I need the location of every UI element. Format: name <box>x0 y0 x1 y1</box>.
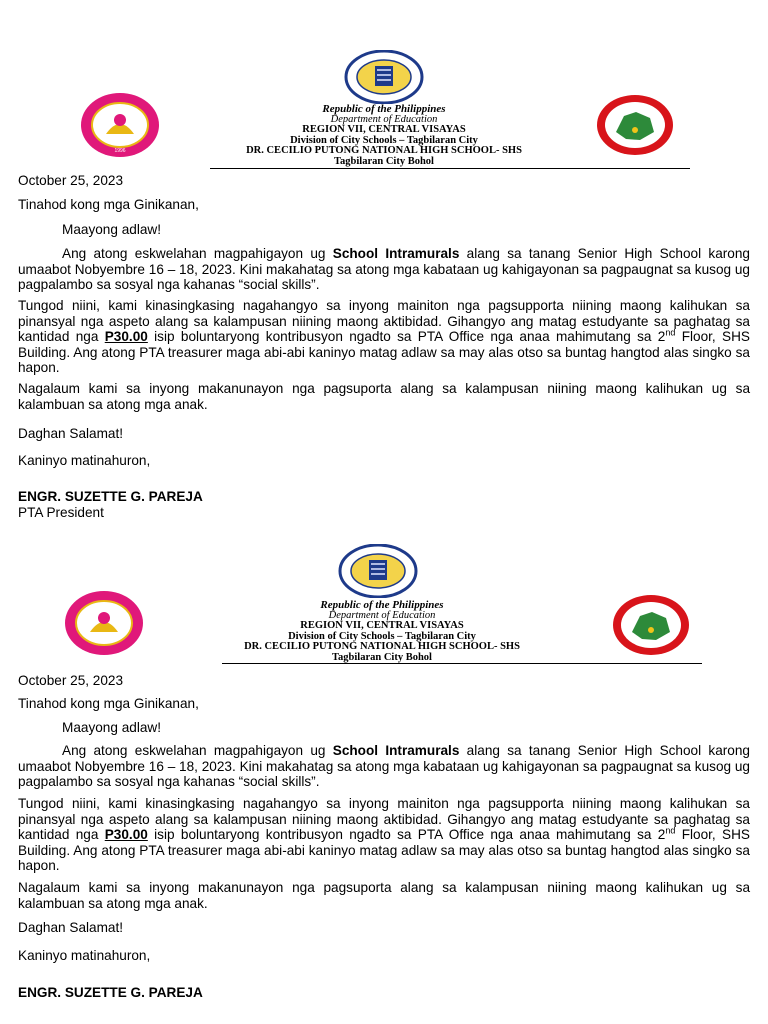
header-republic: Republic of the Philippines <box>320 599 444 611</box>
letter-date: October 25, 2023 <box>18 173 124 188</box>
p1-text-a: Ang atong eskwelahan magpahigayon ug <box>62 246 333 261</box>
p1-event-name: School Intramurals <box>332 743 460 758</box>
p2-text-c: Floor, SHS Building. Ang atong PTA treasurer maga abi-abi kaninyo matag adlaw sa may alas otso sa buntag hangtod alas singko sa hapon. <box>18 329 750 375</box>
p2-text-a: Tungod niini, kami kinasingkasing nagahangyo sa inyong mainiton nga pagsupporta niining maong kalihukan sa pinansyal nga aspeto alang sa kalampusan niining maong aktibidad. Gihangyo ang matag estudyante sa paghatag sa kantidad nga <box>18 796 750 842</box>
pta-seal-year: 1996 <box>114 148 126 154</box>
header-region: REGION VII, CENTRAL VISAYAS <box>300 620 464 631</box>
header-region: REGION VII, CENTRAL VISAYAS <box>302 124 466 135</box>
greeting: Maayong adlaw! <box>62 222 161 237</box>
paragraph-1 <box>18 743 750 790</box>
letterhead <box>0 104 768 167</box>
p1-text-b: alang sa tanang Senior High School karong umaabot Nobyembre 16 – 18, 2023. Kini makahatag sa atong mga kabataan ug kahigayonan sa pagpaugnat sa kusog ug pagpalambo sa sosyal nga kahanas “social skills”. <box>18 743 750 789</box>
p1-event-name: School Intramurals <box>332 246 460 261</box>
p2-sup: nd <box>665 327 676 338</box>
p2-amount: P30.00 <box>104 329 148 344</box>
header-department: Department of Education <box>328 609 436 621</box>
deped-seal-icon <box>344 50 424 104</box>
header-rule <box>222 663 702 664</box>
header-location: Tagbilaran City Bohol <box>334 155 434 167</box>
header-department: Department of Education <box>330 113 438 125</box>
header-location: Tagbilaran City Bohol <box>332 651 432 663</box>
header-school: DR. CECILIO PUTONG NATIONAL HIGH SCHOOL- SHS <box>244 641 520 652</box>
signer-name: ENGR. SUZETTE G. PAREJA <box>18 489 203 504</box>
letter-date: October 25, 2023 <box>18 673 124 688</box>
p2-text-a: Tungod niini, kami kinasingkasing nagahangyo sa inyong mainiton nga pagsupporta niining maong kalihukan sa pinansyal nga aspeto alang sa kalampusan niining maong aktibidad. Gihangyo ang matag estudyante sa paghatag sa kantidad nga <box>18 298 750 344</box>
paragraph-2 <box>18 298 750 376</box>
header-rule <box>210 168 690 169</box>
header-division: Division of City Schools – Tagbilaran City <box>288 630 476 642</box>
p2-text-b: isip boluntaryong kontribusyon ngadto sa PTA Office nga anaa mahimutang sa 2 <box>147 827 666 842</box>
closing: Kaninyo matinahuron, <box>18 453 151 468</box>
p2-sup: nd <box>665 825 676 836</box>
paragraph-3: Nagalaum kami sa inyong makanunayon nga pagsuporta alang sa kalampusan niining maong kalihukan ug sa kalambuan sa atong mga anak. <box>18 880 750 911</box>
salutation: Tinahod kong mga Ginikanan, <box>18 696 199 711</box>
paragraph-3: Nagalaum kami sa inyong makanunayon nga pagsuporta alang sa kalampusan niining maong kalihukan ug sa kalambuan sa atong mga anak. <box>18 381 750 412</box>
signer-position: PTA President <box>18 505 104 520</box>
p2-text-c: Floor, SHS Building. Ang atong PTA treasurer maga abi-abi kaninyo matag adlaw sa may alas otso sa buntag hangtod alas singko sa hapon. <box>18 827 750 873</box>
deped-seal-icon <box>338 544 418 598</box>
thanks: Daghan Salamat! <box>18 920 124 935</box>
header-school: DR. CECILIO PUTONG NATIONAL HIGH SCHOOL- SHS <box>246 145 522 156</box>
p2-text-b: isip boluntaryong kontribusyon ngadto sa PTA Office nga anaa mahimutang sa 2 <box>147 329 666 344</box>
thanks: Daghan Salamat! <box>18 426 124 441</box>
p1-text-a: Ang atong eskwelahan magpahigayon ug <box>62 743 333 758</box>
salutation: Tinahod kong mga Ginikanan, <box>18 197 199 212</box>
letterhead <box>0 600 766 663</box>
header-republic: Republic of the Philippines <box>322 103 446 115</box>
signer-name: ENGR. SUZETTE G. PAREJA <box>18 985 203 1000</box>
closing: Kaninyo matinahuron, <box>18 948 151 963</box>
paragraph-1 <box>18 246 750 293</box>
header-division: Division of City Schools – Tagbilaran City <box>290 134 478 146</box>
greeting: Maayong adlaw! <box>62 720 161 735</box>
p1-text-b: alang sa tanang Senior High School karong umaabot Nobyembre 16 – 18, 2023. Kini makahatag sa atong mga kabataan ug kahigayonan sa pagpaugnat sa kusog ug pagpalambo sa sosyal nga kahanas “social skills”. <box>18 246 750 292</box>
p2-amount: P30.00 <box>104 827 148 842</box>
paragraph-2 <box>18 796 750 874</box>
